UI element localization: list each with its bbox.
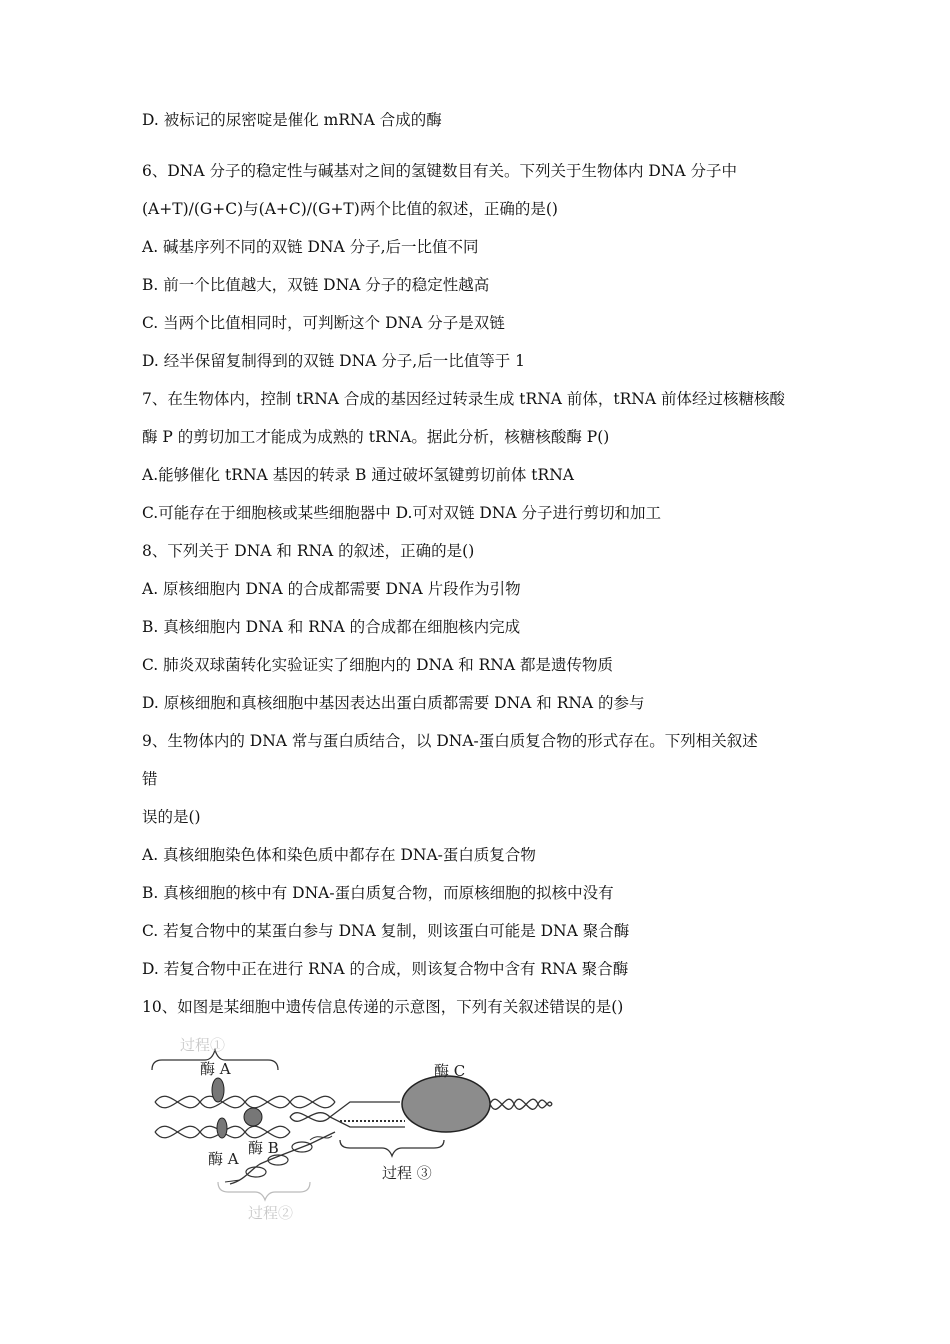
q8-option-a: A. 原核细胞内 DNA 的合成都需要 DNA 片段作为引物 bbox=[142, 580, 521, 598]
enzyme-a-bottom-label: 酶 A bbox=[208, 1150, 239, 1168]
q10-stem: 10、如图是某细胞中遗传信息传递的示意图，下列有关叙述错误的是() bbox=[142, 998, 624, 1016]
q9-stem-line3: 误的是() bbox=[142, 808, 201, 826]
q6-option-b: B. 前一个比值越大，双链 DNA 分子的稳定性越高 bbox=[142, 276, 490, 294]
enzyme-a-lower bbox=[217, 1118, 227, 1138]
q6-option-c: C. 当两个比值相同时，可判断这个 DNA 分子是双链 bbox=[142, 314, 505, 332]
dna-template-bottom bbox=[290, 1113, 405, 1127]
process3-brace bbox=[340, 1140, 444, 1156]
process1-label: 过程① bbox=[180, 1036, 226, 1054]
q8-option-b: B. 真核细胞内 DNA 和 RNA 的合成都在细胞核内完成 bbox=[142, 618, 521, 636]
enzyme-c-label: 酶 C bbox=[434, 1062, 466, 1080]
q6-stem-line2: (A+T)/(G+C)与(A+C)/(G+T)两个比值的叙述，正确的是() bbox=[142, 200, 558, 218]
q7-options-cd: C.可能存在于细胞核或某些细胞器中 D.可对双链 DNA 分子进行剪切和加工 bbox=[142, 504, 662, 522]
q6-stem-line1: 6、DNA 分子的稳定性与碱基对之间的氢键数目有关。下列关于生物体内 DNA 分子中 bbox=[142, 162, 738, 180]
enzyme-b bbox=[244, 1108, 262, 1126]
gene-expression-diagram bbox=[150, 1032, 560, 1222]
q9-option-d: D. 若复合物中正在进行 RNA 的合成，则该复合物中含有 RNA 聚合酶 bbox=[142, 960, 629, 978]
q6-option-d: D. 经半保留复制得到的双链 DNA 分子,后一比值等于 1 bbox=[142, 352, 525, 370]
mrna-strand bbox=[230, 1132, 335, 1184]
q9-option-c: C. 若复合物中的某蛋白参与 DNA 复制，则该蛋白可能是 DNA 聚合酶 bbox=[142, 922, 630, 940]
enzyme-b-label: 酶 B bbox=[248, 1139, 279, 1157]
enzyme-a-upper bbox=[212, 1078, 224, 1102]
dna-strand-upper-2 bbox=[155, 1096, 335, 1108]
q9-stem-line1: 9、生物体内的 DNA 常与蛋白质结合，以 DNA-蛋白质复合物的形式存在。下列相关叙述 bbox=[142, 732, 758, 750]
q8-option-c: C. 肺炎双球菌转化实验证实了细胞内的 DNA 和 RNA 都是遗传物质 bbox=[142, 656, 613, 674]
q8-stem: 8、下列关于 DNA 和 RNA 的叙述，正确的是() bbox=[142, 542, 475, 560]
q7-options-ab: A.能够催化 tRNA 基因的转录 B 通过破坏氢键剪切前体 tRNA bbox=[142, 466, 574, 484]
q8-option-d: D. 原核细胞和真核细胞中基因表达出蛋白质都需要 DNA 和 RNA 的参与 bbox=[142, 694, 645, 712]
q7-stem-line2: 酶 P 的剪切加工才能成为成熟的 tRNA。据此分析，核糖核酸酶 P() bbox=[142, 428, 610, 446]
q6-option-a: A. 碱基序列不同的双链 DNA 分子,后一比值不同 bbox=[142, 238, 479, 256]
q9-stem-line2: 错 bbox=[142, 770, 158, 788]
process3-label: 过程 ③ bbox=[382, 1164, 432, 1182]
process2-brace bbox=[218, 1182, 310, 1200]
enzyme-c bbox=[402, 1076, 490, 1132]
q9-option-b: B. 真核细胞的核中有 DNA-蛋白质复合物，而原核细胞的拟核中没有 bbox=[142, 884, 614, 902]
q9-option-a: A. 真核细胞染色体和染色质中都存在 DNA-蛋白质复合物 bbox=[142, 846, 536, 864]
q5-option-d: D. 被标记的尿密啶是催化 mRNA 合成的酶 bbox=[142, 111, 442, 129]
enzyme-a-top-label: 酶 A bbox=[200, 1060, 231, 1078]
q7-stem-line1: 7、在生物体内，控制 tRNA 合成的基因经过转录生成 tRNA 前体，tRNA 前体经过核糖核酸 bbox=[142, 390, 785, 408]
process2-label: 过程② bbox=[248, 1204, 294, 1222]
